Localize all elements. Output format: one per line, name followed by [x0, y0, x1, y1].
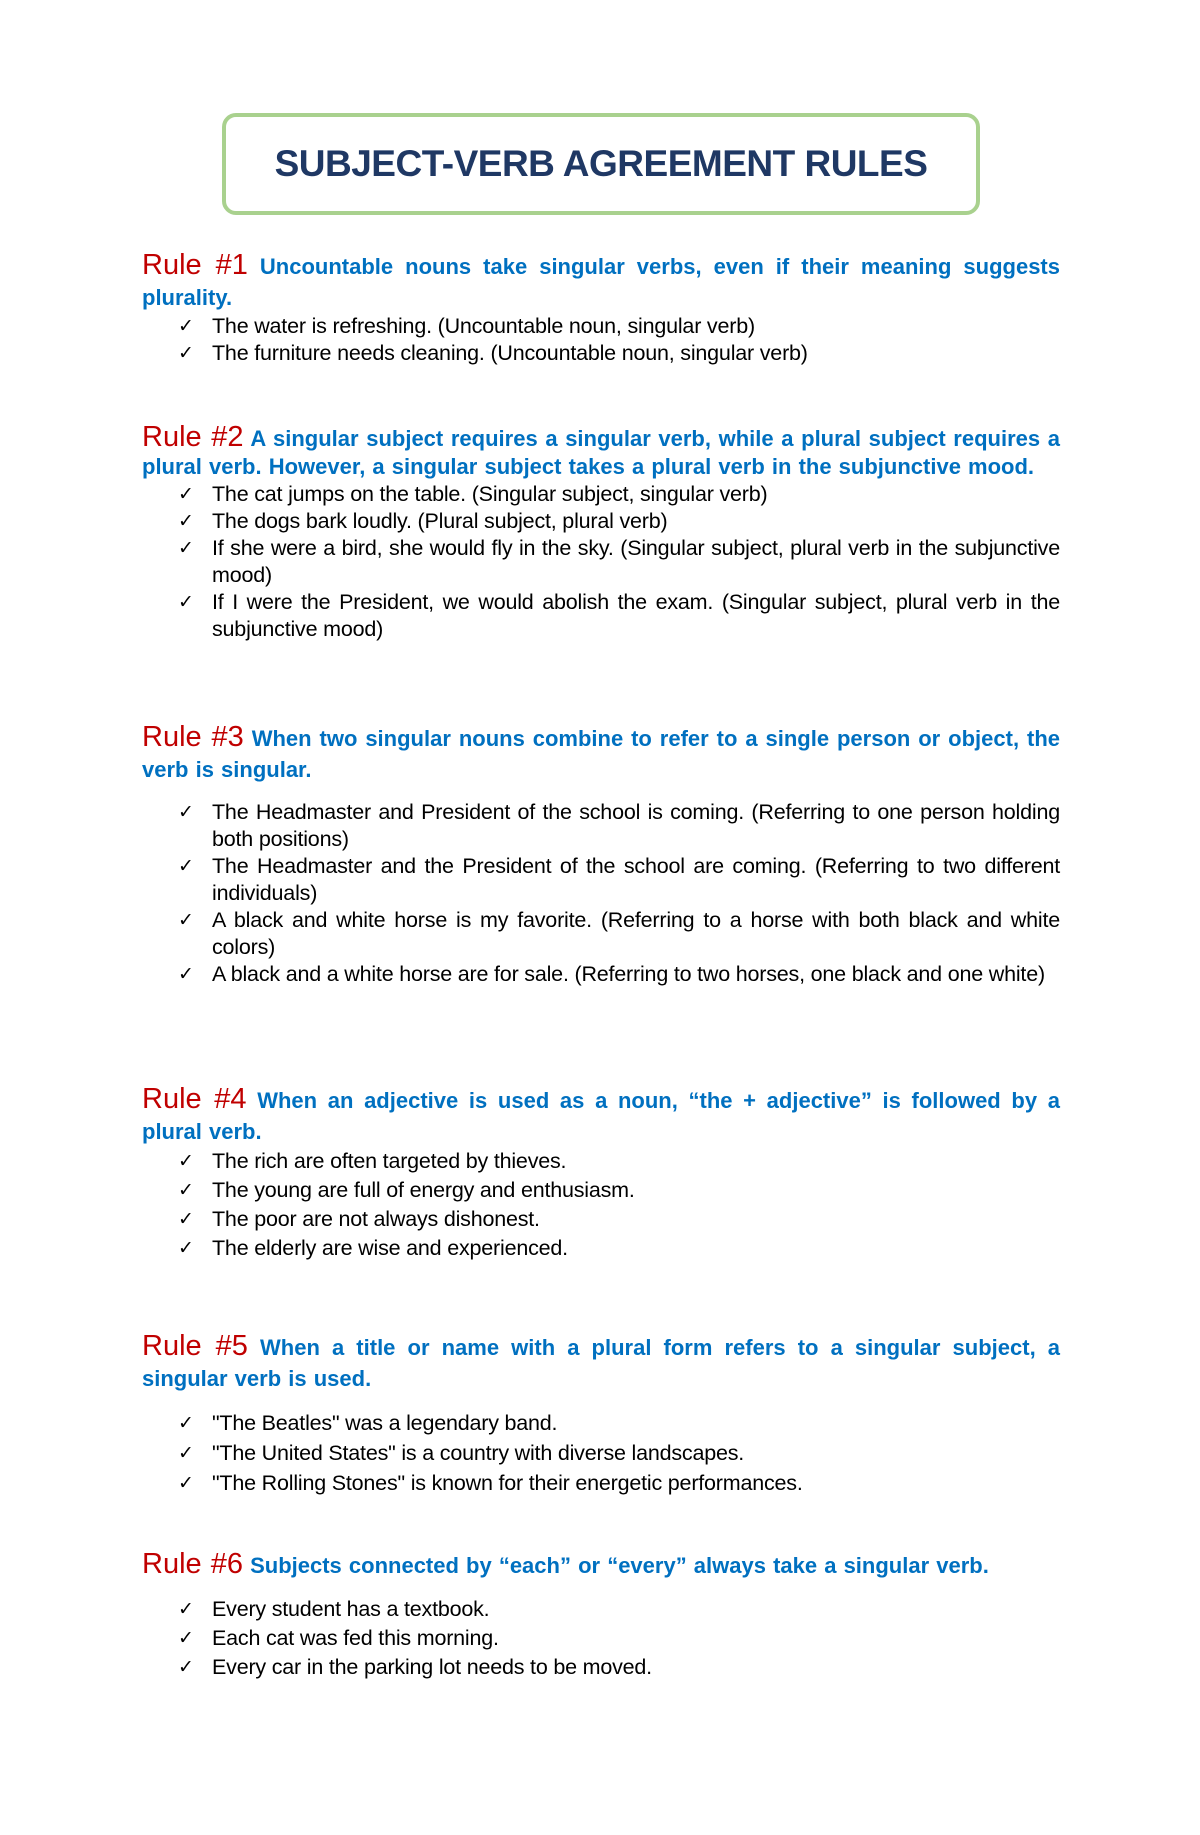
- check-icon: ✓: [178, 342, 194, 364]
- rule-number: Rule #2: [142, 421, 244, 453]
- list-item: ✓ Every student has a textbook.: [212, 1595, 1060, 1624]
- check-icon: ✓: [178, 591, 194, 613]
- list-item: ✓ A black and white horse is my favorite. (Referring to a horse with both black and white colors): [178, 908, 1060, 959]
- list-item: ✓ The elderly are wise and experienced.: [212, 1234, 1060, 1263]
- rule-number: Rule #3: [142, 721, 244, 753]
- check-icon: ✓: [178, 1598, 194, 1620]
- list-item: ✓ The furniture needs cleaning. (Uncountable noun, singular verb): [178, 341, 808, 365]
- check-icon: ✓: [178, 1656, 194, 1678]
- rule-2: [142, 423, 1060, 643]
- page-title: SUBJECT-VERB AGREEMENT RULES: [274, 143, 928, 184]
- check-icon: ✓: [178, 1627, 194, 1649]
- check-icon: ✓: [178, 483, 194, 505]
- check-icon: ✓: [178, 1472, 194, 1494]
- list-item: ✓ The young are full of energy and enthusiasm.: [212, 1176, 1060, 1205]
- rule-3: [142, 722, 1060, 988]
- rule-heading: [142, 1331, 1060, 1394]
- rule-text: A singular subject requires a singular verb, while a plural subject requires a plural verb. However, a singular subject takes a plural verb in the subjunctive mood.: [142, 426, 1060, 479]
- list-item: ✓ The rich are often targeted by thieves.: [212, 1147, 1060, 1176]
- example-list: [142, 799, 1060, 988]
- list-item: ✓ If I were the President, we would abolish the exam. (Singular subject, plural verb in the subjunctive mood): [178, 590, 1060, 641]
- rule-text: When two singular nouns combine to refer to a single person or object, the verb is singular.: [142, 726, 1060, 782]
- check-icon: ✓: [178, 537, 194, 559]
- list-item: ✓ Each cat was fed this morning.: [212, 1624, 1060, 1653]
- rule-text: Subjects connected by “each” or “every” always take a singular verb.: [250, 1553, 989, 1578]
- list-item: ✓ The Headmaster and President of the school is coming. (Referring to one person holding both positions): [178, 800, 1060, 851]
- check-icon: ✓: [178, 1442, 194, 1464]
- check-icon: ✓: [178, 1237, 194, 1259]
- rule-1: [142, 250, 1060, 367]
- rule-number: Rule #5: [142, 1330, 248, 1362]
- list-item: ✓ "The Rolling Stones" is known for their energetic performances.: [212, 1468, 1060, 1498]
- rule-text: Uncountable nouns take singular verbs, even if their meaning suggests plurality.: [142, 254, 1060, 310]
- list-item: ✓ The Headmaster and the President of the school are coming. (Referring to two different individuals): [178, 854, 1060, 905]
- example-list: [142, 1147, 1060, 1263]
- check-icon: ✓: [178, 510, 194, 532]
- list-item: ✓ The poor are not always dishonest.: [212, 1205, 1060, 1234]
- rule-text: When a title or name with a plural form refers to a singular subject, a singular verb is used.: [142, 1335, 1060, 1391]
- rule-number: Rule #6: [142, 1548, 243, 1580]
- list-item: ✓ The dogs bark loudly. (Plural subject, plural verb): [178, 509, 668, 533]
- rule-6: [142, 1549, 1060, 1682]
- rule-heading: [142, 722, 1060, 785]
- check-icon: ✓: [178, 909, 194, 931]
- list-item: ✓ Every car in the parking lot needs to be moved.: [212, 1653, 1060, 1682]
- check-icon: ✓: [178, 315, 194, 337]
- check-icon: ✓: [178, 1208, 194, 1230]
- example-list: [142, 313, 1060, 367]
- check-icon: ✓: [178, 801, 194, 823]
- check-icon: ✓: [178, 1179, 194, 1201]
- rule-heading: [142, 1549, 1060, 1581]
- list-item: ✓ The cat jumps on the table. (Singular subject, singular verb): [178, 482, 768, 506]
- example-list: [142, 481, 1060, 643]
- check-icon: ✓: [178, 1150, 194, 1172]
- rule-5: [142, 1331, 1060, 1498]
- example-list: [142, 1408, 1060, 1498]
- title-box: [222, 113, 980, 215]
- list-item: ✓ The water is refreshing. (Uncountable noun, singular verb): [178, 314, 755, 338]
- check-icon: ✓: [178, 1412, 194, 1434]
- rule-text: When an adjective is used as a noun, “the + adjective” is followed by a plural verb.: [142, 1088, 1060, 1144]
- rule-heading: [142, 250, 1060, 313]
- rule-number: Rule #1: [142, 249, 248, 281]
- rule-heading: [142, 1084, 1060, 1147]
- list-item: ✓ "The United States" is a country with diverse landscapes.: [212, 1438, 1060, 1468]
- rule-number: Rule #4: [142, 1083, 247, 1115]
- list-item: ✓ A black and a white horse are for sale. (Referring to two horses, one black and one white): [178, 962, 1045, 986]
- check-icon: ✓: [178, 963, 194, 985]
- example-list: [142, 1595, 1060, 1682]
- rule-4: [142, 1084, 1060, 1263]
- rule-heading: [142, 423, 1060, 481]
- check-icon: ✓: [178, 855, 194, 877]
- list-item: ✓ If she were a bird, she would fly in the sky. (Singular subject, plural verb in the subjunctive mood): [178, 536, 1060, 587]
- list-item: ✓ "The Beatles" was a legendary band.: [212, 1408, 1060, 1438]
